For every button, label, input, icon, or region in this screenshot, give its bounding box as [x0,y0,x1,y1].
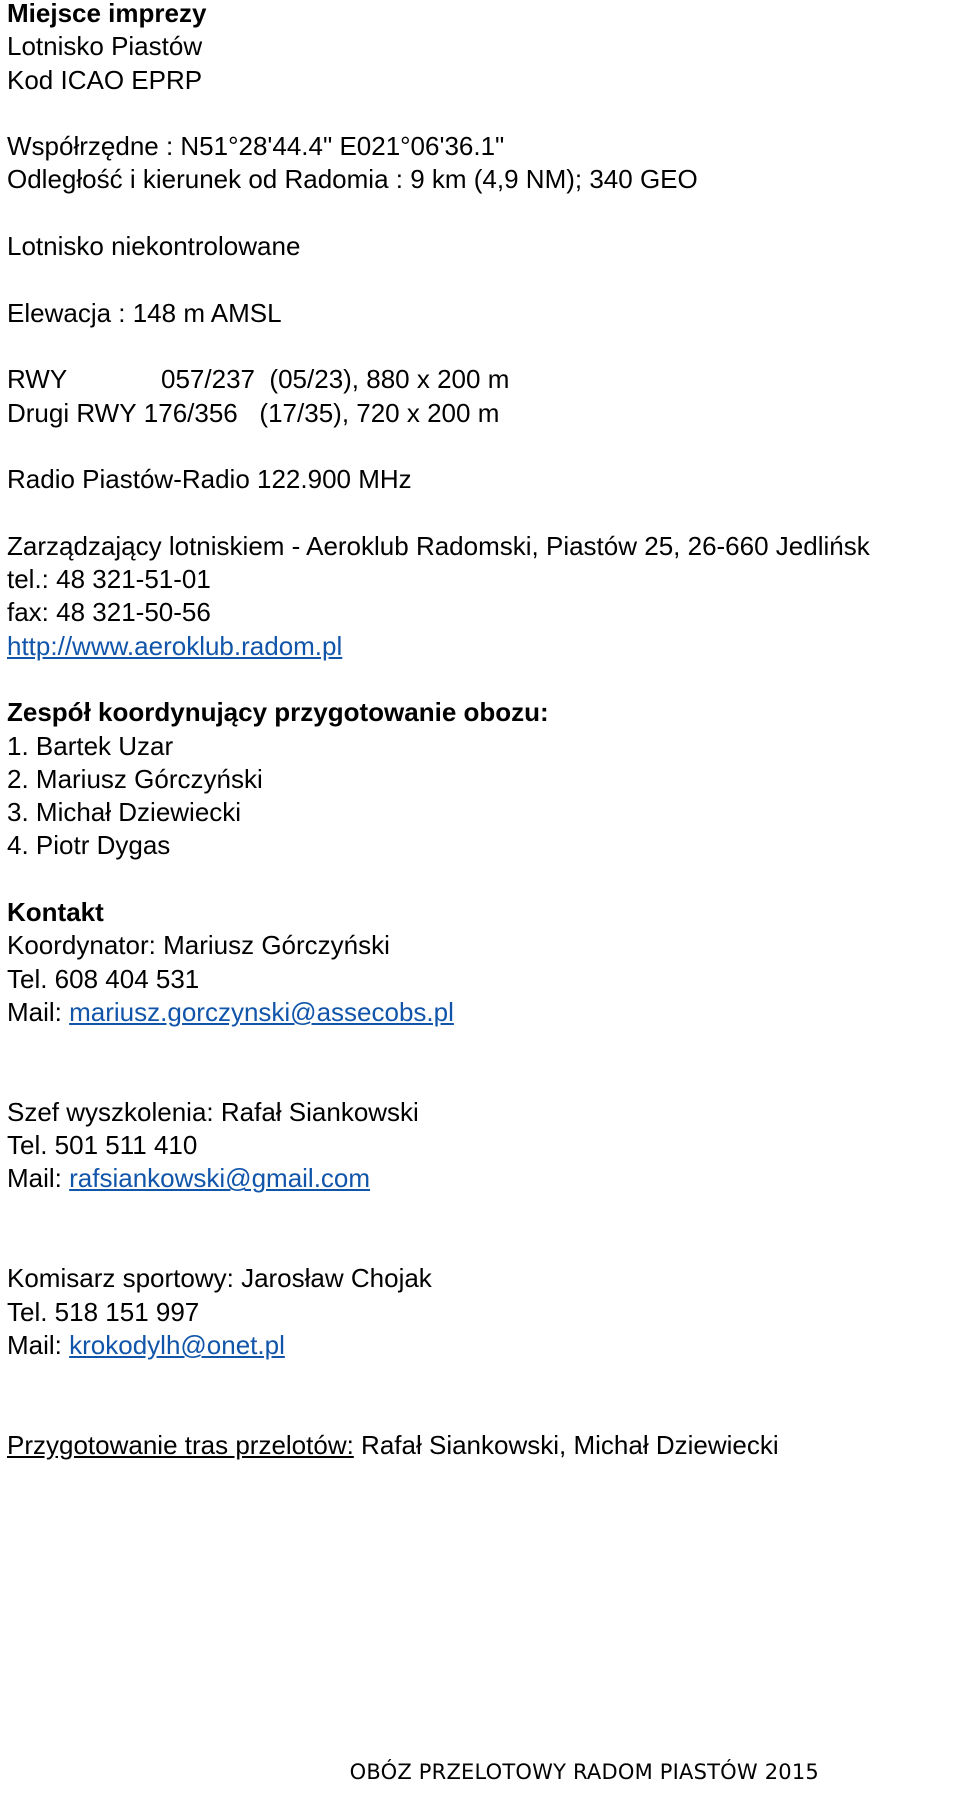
distance: Odległość i kierunek od Radomia : 9 km (4,9 NM); 340 GEO [7,164,698,195]
training-chief-role: Szef wyszkolenia: Rafał Siankowski [7,1096,419,1127]
fax: fax: 48 321-50-56 [7,597,211,628]
mail-label: Mail: [7,996,70,1027]
mail-label: Mail: [7,1329,70,1360]
runway-2 [7,397,960,430]
coordinator-mail [7,996,960,1029]
commissioner-phone: Tel. 518 151 997 [7,1296,200,1327]
runway-1-label: RWY [7,364,68,395]
training-chief-phone: Tel. 501 511 410 [7,1130,198,1161]
spacer [7,1029,960,1096]
routes-label: Przygotowanie tras przelotów: [7,1429,354,1460]
icao-code: Kod ICAO EPRP [7,64,203,95]
spacer [7,263,960,296]
website-link[interactable]: http://www.aeroklub.radom.pl [7,630,343,661]
runway-2-spec: 176/356 (17/35), 720 x 200 m [143,397,500,428]
spacer [7,1362,960,1429]
coordinator-phone: Tel. 608 404 531 [7,963,200,994]
coordinator-role: Koordynator: Mariusz Górczyński [7,930,390,961]
venue-name: Lotnisko Piastów [7,31,203,62]
document-page [7,0,960,1462]
runway-1-spec: 057/237 (05/23), 880 x 200 m [161,364,510,395]
spacer [7,496,960,529]
routes-people: Rafał Siankowski, Michał Dziewiecki [353,1429,779,1460]
team-member: 3. Michał Dziewiecki [7,797,242,828]
spacer [7,430,960,463]
contact-heading: Kontakt [7,897,104,928]
coordinates: Współrzędne : N51°28'44.4" E021°06'36.1" [7,131,505,162]
elevation: Elewacja : 148 m AMSL [7,297,282,328]
commissioner-email-link[interactable]: krokodylh@onet.pl [69,1329,285,1360]
spacer [7,197,960,230]
runway-2-label: Drugi RWY [7,397,137,428]
spacer [7,663,960,696]
airport-manager: Zarządzający lotniskiem - Aeroklub Radomski, Piastów 25, 26-660 Jedlińsk [7,530,870,561]
mail-label: Mail: [7,1163,70,1194]
spacer [7,863,960,896]
spacer [7,97,960,130]
training-chief-email-link[interactable]: rafsiankowski@gmail.com [69,1163,371,1194]
training-chief-mail [7,1162,960,1195]
radio: Radio Piastów-Radio 122.900 MHz [7,464,412,495]
routes-preparation [7,1429,960,1462]
control-status: Lotnisko niekontrolowane [7,231,301,262]
spacer [7,330,960,363]
page-footer [0,1757,960,1787]
team-heading: Zespół koordynujący przygotowanie obozu: [7,697,549,728]
footer-text: OBÓZ PRZELOTOWY RADOM PIASTÓW 2015 [349,1760,819,1784]
spacer [7,1196,960,1263]
runway-1 [7,363,960,396]
team-member: 1. Bartek Uzar [7,730,174,761]
team-member: 4. Piotr Dygas [7,830,171,861]
commissioner-role: Komisarz sportowy: Jarosław Chojak [7,1263,432,1294]
coordinator-email-link[interactable]: mariusz.gorczynski@assecobs.pl [69,996,454,1027]
commissioner-mail [7,1329,960,1362]
venue-heading: Miejsce imprezy [7,0,207,28]
phone: tel.: 48 321-51-01 [7,564,211,595]
team-member: 2. Mariusz Górczyński [7,763,263,794]
